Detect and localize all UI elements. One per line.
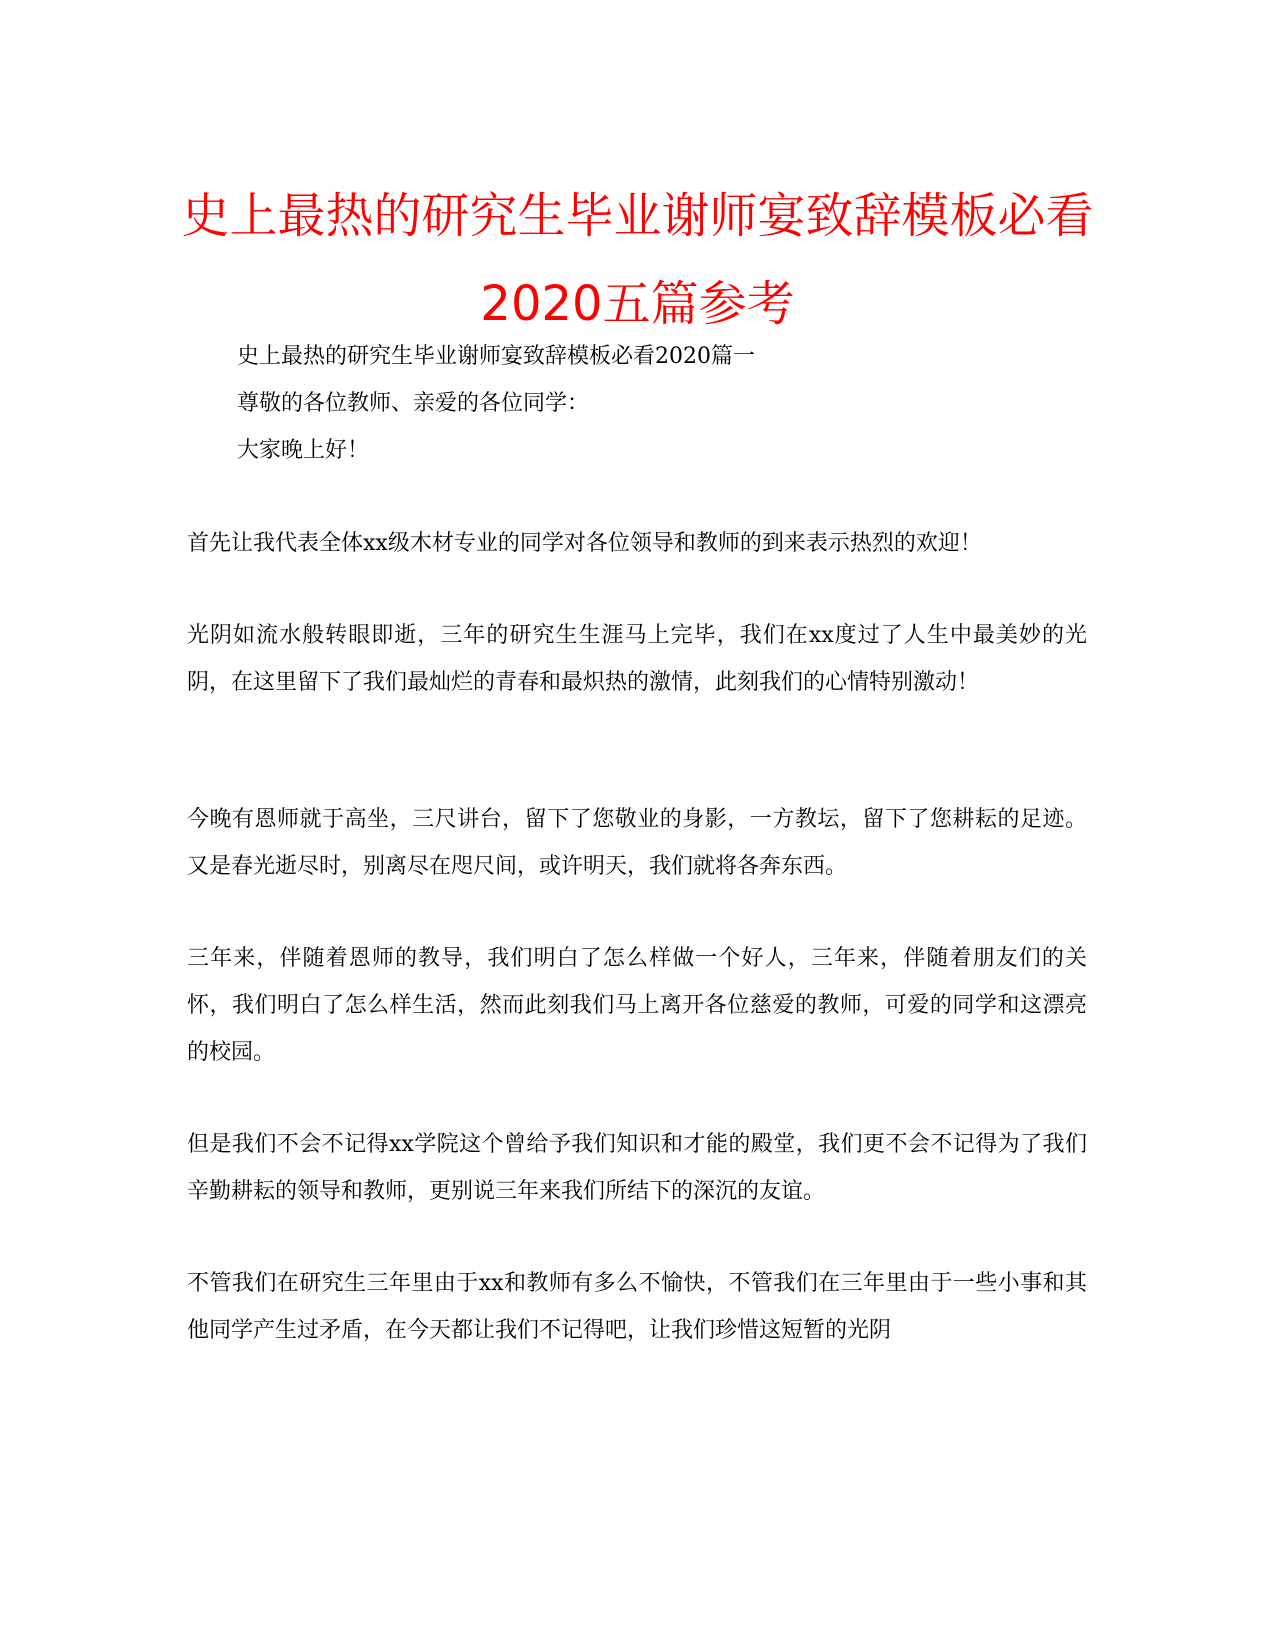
salutation: 尊敬的各位教师、亲爱的各位同学：	[237, 391, 590, 416]
paragraph-5: 但是我们不会不记得xx学院这个曾给予我们知识和才能的殿堂，我们更不会不记得为了我们辛勤耕耘的领导和教师，更别说三年来我们所结下的深沉的友谊。	[187, 1132, 1087, 1204]
paragraph-4: 三年来，伴随着恩师的教导，我们明白了怎么样做一个好人，三年来，伴随着朋友们的关怀，我们明白了怎么样生活，然而此刻我们马上离开各位慈爱的教师，可爱的同学和这漂亮的校园。	[187, 946, 1087, 1065]
greeting: 大家晚上好！	[237, 438, 370, 463]
paragraph-2: 光阴如流水般转眼即逝，三年的研究生生涯马上完毕，我们在xx度过了人生中最美妙的光阴，在这里留下了我们最灿烂的青春和最炽热的激情，此刻我们的心情特别激动！	[187, 623, 1087, 695]
paragraph-3: 今晚有恩师就于高坐，三尺讲台，留下了您敬业的身影，一方教坛，留下了您耕耘的足迹。又是春光逝尽时，别离尽在咫尺间，或许明天，我们就将各奔东西。	[187, 807, 1087, 879]
document-title: 史上最热的研究生毕业谢师宴致辞模板必看2020五篇参考	[181, 188, 1094, 332]
paragraph-6: 不管我们在研究生三年里由于xx和教师有多么不愉快，不管我们在三年里由于一些小事和其他同学产生过矛盾，在今天都让我们不记得吧，让我们珍惜这短暂的光阴	[187, 1271, 1087, 1343]
paragraph-1: 首先让我代表全体xx级木材专业的同学对各位领导和教师的到来表示热烈的欢迎！	[187, 531, 982, 556]
intro-heading: 史上最热的研究生毕业谢师宴致辞模板必看2020篇一	[237, 344, 755, 369]
